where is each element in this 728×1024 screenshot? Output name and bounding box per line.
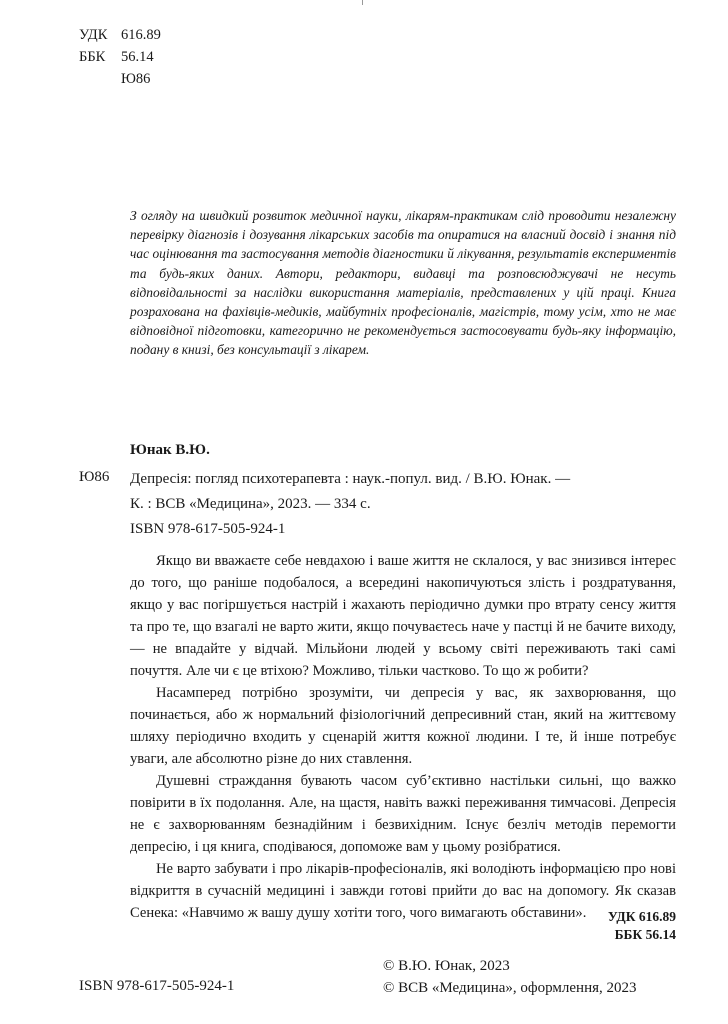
udk-label: УДК [79, 27, 108, 43]
author-heading: Юнак В.Ю. [130, 442, 210, 458]
biblio-line-2: К. : ВСВ «Медицина», 2023. — 334 с. [130, 496, 371, 512]
copyright-publisher: © ВСВ «Медицина», оформлення, 2023 [383, 980, 637, 996]
author-code-top: Ю86 [121, 71, 151, 87]
medical-disclaimer: З огляду на швидкий розвиток медичної науки, лікарям-практикам слід проводити незалежну перевірку діагнозів і дозування лікарських засобів та опиратися на власний досвід і знання під час оцінювання та застосування методів діагностики й лікування, результатів експериментів та будь-яких даних. Автори, редактори, видавці та розповсюджувачі не несуть відповідальності за наслідки використання матеріалів, представлених у цій праці. Книга розрахована на фахівців-медиків, майбутніх професіоналів, магістрів, тому усім, хто не має відповідної підготовки, категорично не рекомендується застосовувати будь-яку інформацію, подану в книзі, без консультації з лікарем. [130, 208, 676, 358]
bbk-label: ББК [79, 49, 106, 65]
footer-isbn: ISBN 978-617-505-924-1 [79, 978, 235, 994]
bbk-value: 56.14 [121, 49, 154, 65]
bbk-row [79, 46, 154, 68]
author-code: Ю86 [79, 469, 110, 485]
biblio-isbn: ISBN 978-617-505-924-1 [130, 521, 286, 537]
bbk-code: ББК 56.14 [614, 927, 676, 942]
bibliographic-record [130, 467, 676, 542]
book-annotation [130, 550, 676, 924]
udk-value: 616.89 [121, 27, 161, 43]
classification-codes-right [608, 908, 676, 944]
annotation-paragraph: Не варто забувати і про лікарів-професіоналів, які володіють інформацією про нові відкриття в сучасній медицині і завжди готові прийти до вас на допомогу. Як сказав Сенека: «Навчимо ж вашу душу хотіти того, чого вимагають обставини». [130, 861, 676, 921]
annotation-paragraph: Душевні страждання бувають часом суб’єктивно настільки сильні, що важко повірити в їх подолання. Але, на щастя, навіть важкі переживання тимчасові. Депресія не є захворюванням безнадійним і безвихідним. Існує безліч методів перемогти депресію, і ця книга, сподіваюся, допоможе вам у цьому розібратися. [130, 773, 676, 855]
biblio-line-1: Депресія: погляд психотерапевта : наук.-попул. вид. / В.Ю. Юнак. — [130, 471, 571, 487]
annotation-paragraph: Насамперед потрібно зрозуміти, чи депресія у вас, як захворювання, що починається, або ж нормальний фізіологічний депресивний стан, який на життєвому шляху періодично входить у сценарій життя кожної людини. І те, й інше потребує уваги, але абсолютно різне до них ставлення. [130, 685, 676, 767]
udk-code: УДК 616.89 [607, 909, 676, 924]
annotation-paragraph: Якщо ви вважаєте себе невдахою і ваше життя не склалося, у вас знизився інтерес до того, що раніше подобалося, а всередині накопичуються злість і роздратування, якщо у вас погіршується настрій і жахають періодично думки про втрату сенсу життя та про те, що взагалі не варто жити, якщо почуваєтесь наче у пастці й не бачите виходу, — не впадайте у відчай. Мільйони людей у всьому світі переживають такі самі почуття. Але чи є це втіхою? Можливо, тільки частково. То що ж робити? [130, 553, 676, 679]
copyright-block [383, 955, 637, 999]
page-top-mark [362, 0, 363, 5]
copyright-author: © В.Ю. Юнак, 2023 [383, 958, 510, 974]
udk-row [79, 24, 161, 46]
